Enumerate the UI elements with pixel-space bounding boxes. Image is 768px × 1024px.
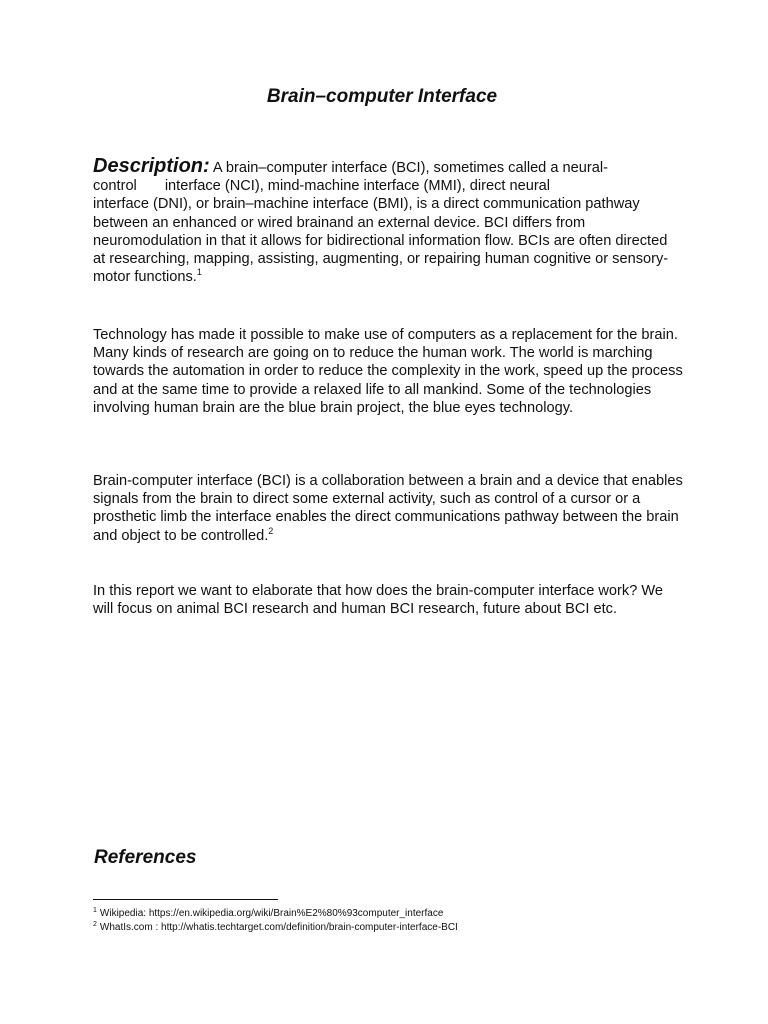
footnote-ref-1[interactable]: 1 bbox=[196, 267, 202, 278]
footnote-divider bbox=[93, 899, 278, 900]
paragraph-description-line2b: interface (NCI), mind-machine interface (MMI), direct neural bbox=[164, 178, 551, 195]
footnote-ref-2[interactable]: 2 bbox=[268, 525, 274, 536]
paragraph-bci-collaboration-text: Brain-computer interface (BCI) is a collaboration between a brain and a device that enables signals from the brain to direct some external activity, such as control of a cursor or a prosthetic limb the interface enables the direct communications pathway between the brain and object to be controlled. bbox=[93, 473, 683, 544]
footnote-2-mark: 2 bbox=[93, 920, 97, 928]
paragraph-description-rest: interface (DNI), or brain–machine interface (BMI), is a direct communication pathway between an enhanced or wired brainand an external device. BCI differs from neuromodulation in that it allows for bidirectional information flow. BCIs are often directed at researching, mapping, assisting, augmenting, or repairing human cognitive or sensory-motor functions. bbox=[93, 196, 669, 286]
description-label: Description: bbox=[93, 155, 210, 177]
page-title: Brain–computer Interface bbox=[266, 86, 498, 107]
footnote-2-text[interactable]: WhatIs.com : http://whatis.techtarget.com/definition/brain-computer-interface-BCI bbox=[99, 922, 458, 933]
footnote-1-text[interactable]: Wikipedia: https://en.wikipedia.org/wiki/Brain%E2%80%93computer_interface bbox=[99, 908, 444, 919]
footnote-1 bbox=[93, 907, 443, 920]
paragraph-description bbox=[93, 157, 683, 286]
paragraph-description-line1: A brain–computer interface (BCI), sometimes called a neural- bbox=[209, 160, 608, 176]
footnote-2 bbox=[93, 921, 458, 934]
paragraph-bci-collaboration bbox=[93, 472, 683, 545]
references-heading: References bbox=[94, 847, 197, 868]
paragraph-technology: Technology has made it possible to make use of computers as a replacement for the brain. Many kinds of research are going on to reduce the human work. The world is marching towards the automation in order to reduce the complexity in the work, speed up the process and at the same time to provide a relaxed life to all mankind. Some of the technologies involving human brain are the blue brain project, the blue eyes technology. bbox=[93, 327, 683, 416]
footnote-1-mark: 1 bbox=[93, 906, 97, 914]
paragraph-report-scope: In this report we want to elaborate that how does the brain-computer interface work? We will focus on animal BCI research and human BCI research, future about BCI etc. bbox=[93, 583, 663, 618]
paragraph-description-line2a: control bbox=[93, 178, 137, 195]
